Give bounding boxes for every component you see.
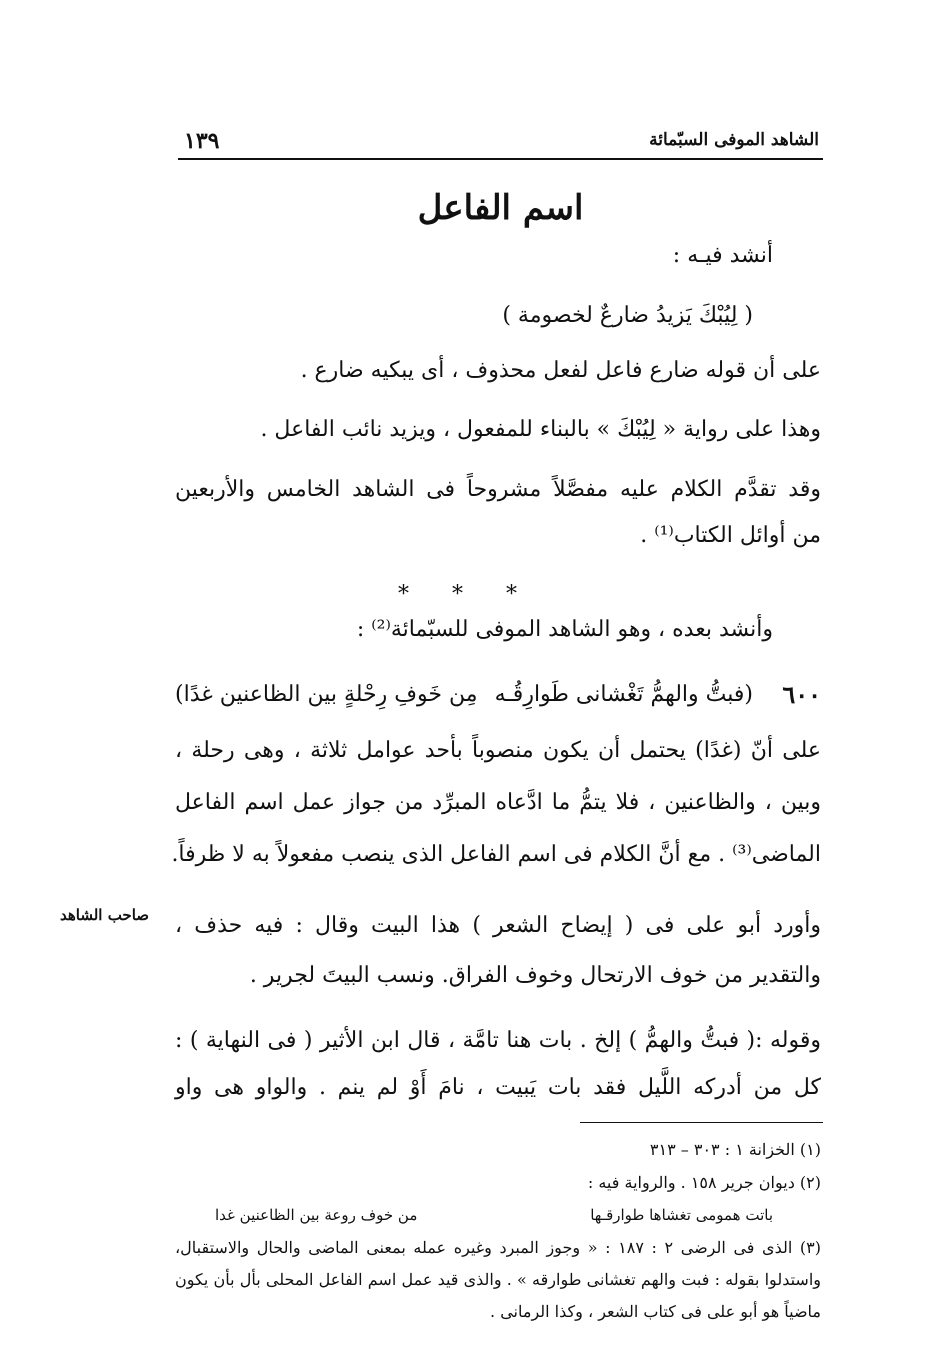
footnote-verse-second-half: من خوف روعة بين الظاعنين غدا [215, 1206, 418, 1224]
footnote-3-line-1: (٣) الذى فى الرضى ٢ : ١٨٧ : « وجوز المبرد وغيره عمله بمعنى الماضى والحال والاستقبال، [175, 1238, 822, 1257]
paragraph-6-line-1: وأورد أبو على فى ( إيضاح الشعر ) هذا البيت وقال : فيه حذف ، [175, 913, 821, 938]
paragraph-5-line-3: الماضى⁽³⁾ . مع أنَّ الكلام فى اسم الفاعل الذى ينصب مفعولاً به لا ظرفاً. [171, 842, 821, 867]
paragraph-4: وأنشد بعده ، وهو الشاهد الموفى للسبّمائة⁽²⁾ : [356, 617, 773, 642]
footnote-3-line-3: ماضياً هو أبو على فى كتاب الشعر ، وكذا الرمانى . [490, 1302, 821, 1321]
paragraph-7-line-1: وقوله :( فبتُّ والهمُّ ) إلخ . بات هنا تامَّة ، قال ابن الأثير ( فى النهاية ) : [175, 1028, 821, 1053]
footnote-verse-first-half: باتت همومى تغشاها طوارقـها [590, 1206, 773, 1224]
page-header [178, 124, 823, 160]
quoted-half-verse: ( لِيُبْكَ يَزيدُ ضارعٌ لخصومة ) [502, 303, 753, 328]
paragraph-6-line-2: والتقدير من خوف الارتحال وخوف الفراق. ونسب البيتَ لجرير . [249, 963, 821, 988]
paragraph-1: على أن قوله ضارع فاعل لفعل محذوف ، أى يبكيه ضارع . [300, 358, 821, 383]
paragraph-5-line-1: على أنّ (غدًا) يحتمل أن يكون منصوباً بأحد عوامل ثلاثة ، وهى رحلة ، [175, 738, 821, 763]
paragraph-2: وهذا على رواية « لِيُبْكَ » بالبناء للمفعول ، ويزيد نائب الفاعل . [260, 417, 821, 442]
paragraph-5-line-2: وبين ، والظاعنين ، فلا يتمُّ ما ادَّعاه المبرِّد من جواز عمل اسم الفاعل [175, 790, 821, 815]
footnote-1: (١) الخزانة ١ : ٣٠٣ – ٣١٣ [649, 1140, 821, 1159]
paragraph-3-line-2: من أوائل الكتاب⁽¹⁾ . [640, 523, 821, 548]
intro-line: أنشد فيـه : [672, 243, 773, 268]
footnote-2-verse [215, 1206, 773, 1230]
section-separator: * * * [398, 582, 535, 607]
footnote-rule [580, 1122, 823, 1123]
running-head: الشاهد الموفى السبّمائة [649, 130, 819, 150]
section-title: اسم الفاعل [417, 188, 584, 228]
paragraph-3-line-1: وقد تقدَّم الكلام عليه مفصَّلاً مشروحاً فى الشاهد الخامس والأربعين [175, 477, 821, 502]
verse-second-half: مِن خَوفِ رِحْلةٍ بين الظاعنين غدًا) [175, 682, 478, 707]
paragraph-7-line-2: كل من أدركه اللَّيل فقد بات يَبيت ، نامَ أَوْ لم ينم . والواو هى واو [175, 1075, 821, 1100]
margin-note: صاحب الشاهد [60, 906, 150, 924]
footnote-3-line-2: واستدلوا بقوله : فبت والهم تغشانى طوارقه » . والذى قيد عمل اسم الفاعل المحلى بأل بأن يكون [175, 1270, 821, 1289]
footnote-2: (٢) ديوان جرير ١٥٨ . والرواية فيه : [587, 1173, 821, 1192]
verse-number: ٦٠٠ [782, 680, 821, 709]
page-number: ١٣٩ [184, 128, 220, 154]
verse-600 [175, 680, 821, 720]
verse-first-half: (فبتُّ والهمُّ تَغْشانى طَوارِقُـه [494, 682, 753, 707]
